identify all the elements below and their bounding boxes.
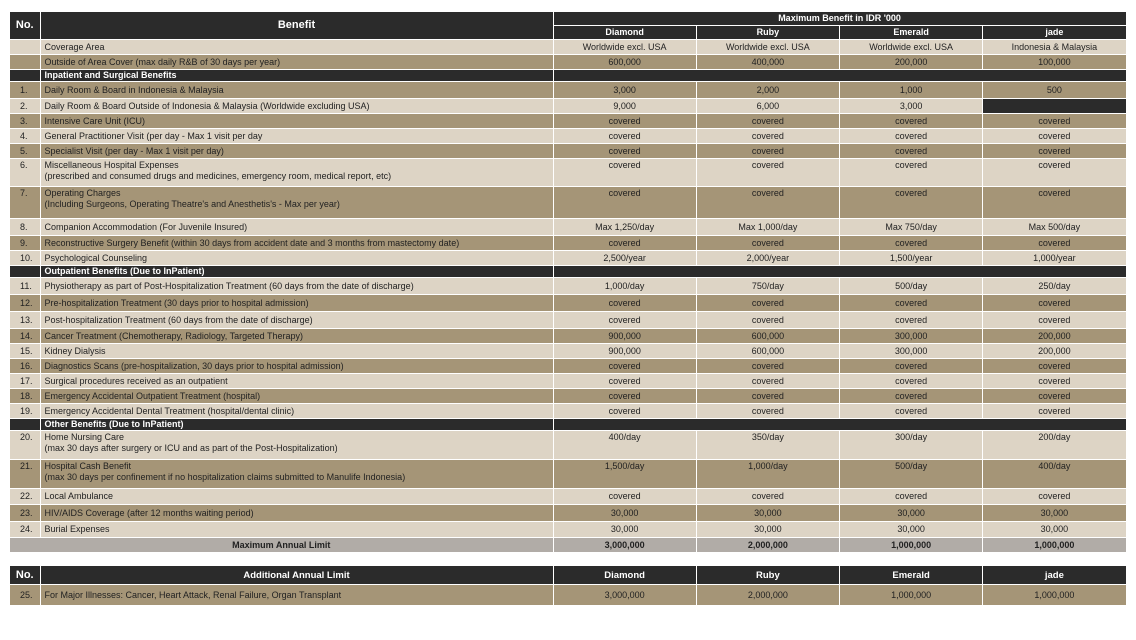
section-title: Other Benefits (Due to InPatient)	[40, 419, 553, 431]
row-number: 15.	[10, 344, 40, 359]
benefit-title: Physiotherapy as part of Post-Hospitalization Treatment (60 days from the date of discharge)	[44, 280, 414, 291]
header-tier-jade: jade	[983, 26, 1126, 40]
row-number: 13.	[10, 312, 40, 329]
benefit-title: General Practitioner Visit (per day - Max 1 visit per day	[44, 130, 263, 141]
table-row	[10, 82, 1126, 99]
row-value-jade: covered	[983, 489, 1126, 505]
section-no-cell	[10, 70, 40, 82]
row-benefit	[40, 505, 553, 522]
summary-label: Maximum Annual Limit	[10, 538, 553, 553]
table-row	[10, 489, 1126, 505]
row-number: 2.	[10, 99, 40, 114]
row-benefit	[40, 55, 553, 70]
header-tier-ruby: Ruby	[696, 26, 839, 40]
row-value-diamond: 30,000	[553, 522, 696, 538]
row-value-ruby: 30,000	[696, 522, 839, 538]
row-benefit	[40, 129, 553, 144]
row-benefit	[40, 489, 553, 505]
row-value-jade: 200,000	[983, 329, 1126, 344]
benefit-title: Diagnostics Scans (pre-hospitalization, 30 days prior to hospital admission)	[44, 360, 344, 371]
row-value-emerald: 3,000	[840, 99, 983, 114]
table-row	[10, 99, 1126, 114]
row-number: 25.	[10, 585, 40, 606]
benefit-title: HIV/AIDS Coverage (after 12 months waiting period)	[44, 507, 254, 518]
t2-header-label: Additional Annual Limit	[40, 566, 553, 585]
row-number: 14.	[10, 329, 40, 344]
benefit-title: Daily Room & Board in Indonesia & Malaysia	[44, 84, 224, 95]
table-row	[10, 329, 1126, 344]
table-row	[10, 312, 1126, 329]
t2-header-no: No.	[10, 566, 40, 585]
benefit-title: Reconstructive Surgery Benefit (within 30 days from accident date and 3 months from mastectomy date)	[44, 237, 460, 248]
table-row	[10, 460, 1126, 489]
row-value-emerald: covered	[840, 359, 983, 374]
benefit-title: Daily Room & Board Outside of Indonesia & Malaysia (Worldwide excluding USA)	[44, 100, 370, 111]
row-value-jade: 500	[983, 82, 1126, 99]
row-value-ruby: covered	[696, 374, 839, 389]
t2-header-tier-jade: jade	[983, 566, 1126, 585]
section-header-row	[10, 70, 1126, 82]
row-value-jade: 30,000	[983, 505, 1126, 522]
row-value-ruby: covered	[696, 295, 839, 312]
row-value-jade: Max 500/day	[983, 219, 1126, 236]
row-benefit	[40, 251, 553, 266]
row-number: 9.	[10, 236, 40, 251]
row-value-emerald: 500/day	[840, 278, 983, 295]
row-value-emerald: covered	[840, 187, 983, 219]
t2-header-tier-emerald: Emerald	[840, 566, 983, 585]
row-benefit	[40, 359, 553, 374]
row-number	[10, 40, 40, 55]
row-value-jade: 100,000	[983, 55, 1126, 70]
row-number: 21.	[10, 460, 40, 489]
table-row	[10, 159, 1126, 187]
row-number: 8.	[10, 219, 40, 236]
row-benefit	[40, 144, 553, 159]
row-value-jade: 250/day	[983, 278, 1126, 295]
row-value-diamond: 3,000,000	[553, 585, 696, 606]
row-value-ruby: 400,000	[696, 55, 839, 70]
row-benefit	[40, 374, 553, 389]
row-number: 22.	[10, 489, 40, 505]
table-row	[10, 295, 1126, 312]
row-value-jade	[983, 99, 1126, 114]
section-fill	[553, 266, 1126, 278]
row-number: 16.	[10, 359, 40, 374]
row-value-ruby: 600,000	[696, 329, 839, 344]
row-value-diamond: Worldwide excl. USA	[553, 40, 696, 55]
row-number: 19.	[10, 404, 40, 419]
row-value-diamond: 9,000	[553, 99, 696, 114]
row-value-diamond: 600,000	[553, 55, 696, 70]
row-benefit: For Major Illnesses: Cancer, Heart Attack, Renal Failure, Organ Transplant	[40, 585, 553, 606]
table-row	[10, 389, 1126, 404]
row-benefit	[40, 114, 553, 129]
row-value-diamond: covered	[553, 295, 696, 312]
benefit-title: Miscellaneous Hospital Expenses	[44, 160, 179, 170]
row-value-diamond: covered	[553, 404, 696, 419]
row-value-emerald: 200,000	[840, 55, 983, 70]
table-row	[10, 359, 1126, 374]
row-value-emerald: covered	[840, 129, 983, 144]
row-number: 11.	[10, 278, 40, 295]
row-value-jade: 30,000	[983, 522, 1126, 538]
row-value-ruby: 30,000	[696, 505, 839, 522]
table-row	[10, 404, 1126, 419]
row-value-diamond: covered	[553, 144, 696, 159]
row-value-jade: 1,000/year	[983, 251, 1126, 266]
row-value-diamond: covered	[553, 159, 696, 187]
row-value-ruby: covered	[696, 187, 839, 219]
row-benefit	[40, 522, 553, 538]
section-title: Inpatient and Surgical Benefits	[40, 70, 553, 82]
row-value-ruby: 2,000/year	[696, 251, 839, 266]
benefit-title: Hospital Cash Benefit	[44, 461, 132, 471]
row-value-emerald: covered	[840, 114, 983, 129]
summary-value-jade: 1,000,000	[983, 538, 1126, 553]
row-number: 23.	[10, 505, 40, 522]
row-value-emerald: 300,000	[840, 344, 983, 359]
row-value-ruby: Max 1,000/day	[696, 219, 839, 236]
table-row	[10, 278, 1126, 295]
benefit-title: Home Nursing Care	[44, 432, 125, 442]
table-row	[10, 374, 1126, 389]
section-no-cell	[10, 266, 40, 278]
row-value-jade: 400/day	[983, 460, 1126, 489]
row-value-diamond: covered	[553, 114, 696, 129]
row-value-emerald: 300,000	[840, 329, 983, 344]
row-value-jade: covered	[983, 295, 1126, 312]
row-value-emerald: covered	[840, 295, 983, 312]
row-benefit	[40, 295, 553, 312]
section-header-row	[10, 419, 1126, 431]
row-value-emerald: covered	[840, 312, 983, 329]
t2-header-tier-ruby: Ruby	[696, 566, 839, 585]
benefit-table	[10, 12, 1127, 553]
summary-value-diamond: 3,000,000	[553, 538, 696, 553]
section-title: Outpatient Benefits (Due to InPatient)	[40, 266, 553, 278]
row-value-ruby: 750/day	[696, 278, 839, 295]
row-value-emerald: covered	[840, 236, 983, 251]
row-value-ruby: covered	[696, 129, 839, 144]
additional-limit-table	[10, 566, 1127, 606]
header-tier-diamond: Diamond	[553, 26, 696, 40]
row-value-jade: covered	[983, 374, 1126, 389]
table-row	[10, 219, 1126, 236]
benefit-title: Psychological Counseling	[44, 252, 148, 263]
row-value-ruby: 2,000,000	[696, 585, 839, 606]
row-value-jade: covered	[983, 389, 1126, 404]
table-row	[10, 251, 1126, 266]
row-value-diamond: 3,000	[553, 82, 696, 99]
row-value-ruby: covered	[696, 114, 839, 129]
row-number: 18.	[10, 389, 40, 404]
benefit-title: Intensive Care Unit (ICU)	[44, 115, 146, 126]
section-fill	[553, 419, 1126, 431]
row-value-diamond: covered	[553, 374, 696, 389]
row-number: 24.	[10, 522, 40, 538]
row-value-ruby: covered	[696, 312, 839, 329]
row-value-diamond: covered	[553, 489, 696, 505]
row-benefit	[40, 159, 553, 187]
row-value-emerald: Max 750/day	[840, 219, 983, 236]
row-value-jade: covered	[983, 312, 1126, 329]
table-row	[10, 344, 1126, 359]
row-benefit	[40, 312, 553, 329]
table-row	[10, 114, 1126, 129]
table-row	[10, 505, 1126, 522]
row-benefit	[40, 344, 553, 359]
benefit-title: Operating Charges	[44, 188, 121, 198]
table-row	[10, 236, 1126, 251]
row-value-jade: covered	[983, 359, 1126, 374]
row-benefit	[40, 219, 553, 236]
row-benefit	[40, 236, 553, 251]
row-value-diamond: covered	[553, 236, 696, 251]
row-value-ruby: 1,000/day	[696, 460, 839, 489]
summary-row	[10, 538, 1126, 553]
row-value-diamond: 400/day	[553, 431, 696, 460]
row-value-ruby: Worldwide excl. USA	[696, 40, 839, 55]
row-value-ruby: covered	[696, 359, 839, 374]
row-value-diamond: Max 1,250/day	[553, 219, 696, 236]
row-value-ruby: covered	[696, 159, 839, 187]
row-value-emerald: 500/day	[840, 460, 983, 489]
row-value-emerald: 300/day	[840, 431, 983, 460]
summary-value-ruby: 2,000,000	[696, 538, 839, 553]
row-value-diamond: 2,500/year	[553, 251, 696, 266]
row-value-ruby: covered	[696, 489, 839, 505]
row-number: 17.	[10, 374, 40, 389]
summary-value-emerald: 1,000,000	[840, 538, 983, 553]
row-value-diamond: covered	[553, 359, 696, 374]
benefit-title: Local Ambulance	[44, 491, 114, 501]
header-max-benefit: Maximum Benefit in IDR '000	[553, 12, 1126, 26]
benefit-title: Kidney Dialysis	[44, 345, 106, 356]
benefit-title: Outside of Area Cover (max daily R&B of 30 days per year)	[44, 56, 281, 67]
header-no: No.	[10, 12, 40, 40]
benefit-detail: (max 30 days after surgery or ICU and as part of the Post-Hospitalization)	[44, 443, 338, 453]
row-value-jade: 200/day	[983, 431, 1126, 460]
row-number: 10.	[10, 251, 40, 266]
row-value-emerald: covered	[840, 374, 983, 389]
row-number: 1.	[10, 82, 40, 99]
row-value-ruby: covered	[696, 144, 839, 159]
benefit-detail: (Including Surgeons, Operating Theatre's and Anesthetis's - Max per year)	[44, 199, 340, 209]
table-row	[10, 431, 1126, 460]
row-benefit	[40, 278, 553, 295]
row-value-emerald: covered	[840, 404, 983, 419]
benefit-title: Burial Expenses	[44, 524, 110, 534]
t2-header-tier-diamond: Diamond	[553, 566, 696, 585]
row-value-diamond: covered	[553, 129, 696, 144]
row-value-ruby: 6,000	[696, 99, 839, 114]
row-value-jade: covered	[983, 114, 1126, 129]
benefit-title: Emergency Accidental Outpatient Treatment (hospital)	[44, 390, 261, 401]
row-value-ruby: 350/day	[696, 431, 839, 460]
table-row	[10, 585, 1126, 606]
row-value-diamond: 900,000	[553, 344, 696, 359]
row-value-emerald: 1,500/year	[840, 251, 983, 266]
header-tier-emerald: Emerald	[840, 26, 983, 40]
row-value-emerald: covered	[840, 144, 983, 159]
row-value-jade: covered	[983, 236, 1126, 251]
row-value-ruby: 600,000	[696, 344, 839, 359]
row-benefit	[40, 82, 553, 99]
table-row	[10, 129, 1126, 144]
row-number: 7.	[10, 187, 40, 219]
row-number	[10, 55, 40, 70]
benefit-title: Cancer Treatment (Chemotherapy, Radiology, Targeted Therapy)	[44, 330, 303, 341]
benefit-title: Emergency Accidental Dental Treatment (hospital/dental clinic)	[44, 405, 295, 416]
row-value-jade: covered	[983, 144, 1126, 159]
row-value-jade: covered	[983, 159, 1126, 187]
row-number: 6.	[10, 159, 40, 187]
row-benefit	[40, 460, 553, 489]
row-benefit	[40, 389, 553, 404]
row-value-jade: covered	[983, 404, 1126, 419]
benefit-title: Pre-hospitalization Treatment (30 days prior to hospital admission)	[44, 297, 309, 308]
row-value-ruby: covered	[696, 236, 839, 251]
row-benefit	[40, 404, 553, 419]
row-benefit	[40, 187, 553, 219]
row-value-jade: Indonesia & Malaysia	[983, 40, 1126, 55]
row-number: 3.	[10, 114, 40, 129]
row-benefit	[40, 431, 553, 460]
row-value-ruby: covered	[696, 389, 839, 404]
row-value-diamond: covered	[553, 389, 696, 404]
row-value-diamond: 1,000/day	[553, 278, 696, 295]
table-row	[10, 144, 1126, 159]
benefit-title: Specialist Visit (per day - Max 1 visit per day)	[44, 145, 224, 156]
section-fill	[553, 70, 1126, 82]
benefit-detail: (prescribed and consumed drugs and medicines, emergency room, medical report, etc)	[44, 171, 392, 181]
row-value-diamond: covered	[553, 187, 696, 219]
row-number: 20.	[10, 431, 40, 460]
row-value-jade: covered	[983, 129, 1126, 144]
row-value-emerald: 1,000,000	[840, 585, 983, 606]
row-value-diamond: 30,000	[553, 505, 696, 522]
row-value-emerald: covered	[840, 389, 983, 404]
row-value-diamond: covered	[553, 312, 696, 329]
benefit-title: Companion Accommodation (For Juvenile Insured)	[44, 221, 248, 232]
table-row	[10, 522, 1126, 538]
benefit-table-container	[10, 12, 1126, 606]
table-row	[10, 187, 1126, 219]
benefit-detail: (max 30 days per confinement if no hospitalization claims submitted to Manulife Indonesia)	[44, 472, 406, 482]
row-value-emerald: 1,000	[840, 82, 983, 99]
row-value-emerald: covered	[840, 159, 983, 187]
row-value-emerald: 30,000	[840, 505, 983, 522]
row-value-emerald: covered	[840, 489, 983, 505]
row-benefit	[40, 99, 553, 114]
row-value-jade: covered	[983, 187, 1126, 219]
row-number: 5.	[10, 144, 40, 159]
row-value-emerald: Worldwide excl. USA	[840, 40, 983, 55]
row-number: 4.	[10, 129, 40, 144]
row-value-diamond: 900,000	[553, 329, 696, 344]
row-number: 12.	[10, 295, 40, 312]
row-benefit	[40, 40, 553, 55]
row-value-ruby: covered	[696, 404, 839, 419]
section-no-cell	[10, 419, 40, 431]
benefit-title: Surgical procedures received as an outpatient	[44, 375, 228, 386]
row-value-ruby: 2,000	[696, 82, 839, 99]
section-header-row	[10, 266, 1126, 278]
table-row	[10, 40, 1126, 55]
benefit-title: Coverage Area	[44, 41, 105, 52]
row-value-jade: 1,000,000	[983, 585, 1126, 606]
row-benefit	[40, 329, 553, 344]
row-value-jade: 200,000	[983, 344, 1126, 359]
table-row	[10, 55, 1126, 70]
header-benefit: Benefit	[40, 12, 553, 40]
row-value-diamond: 1,500/day	[553, 460, 696, 489]
benefit-title: Post-hospitalization Treatment (60 days from the date of discharge)	[44, 314, 313, 325]
row-value-emerald: 30,000	[840, 522, 983, 538]
